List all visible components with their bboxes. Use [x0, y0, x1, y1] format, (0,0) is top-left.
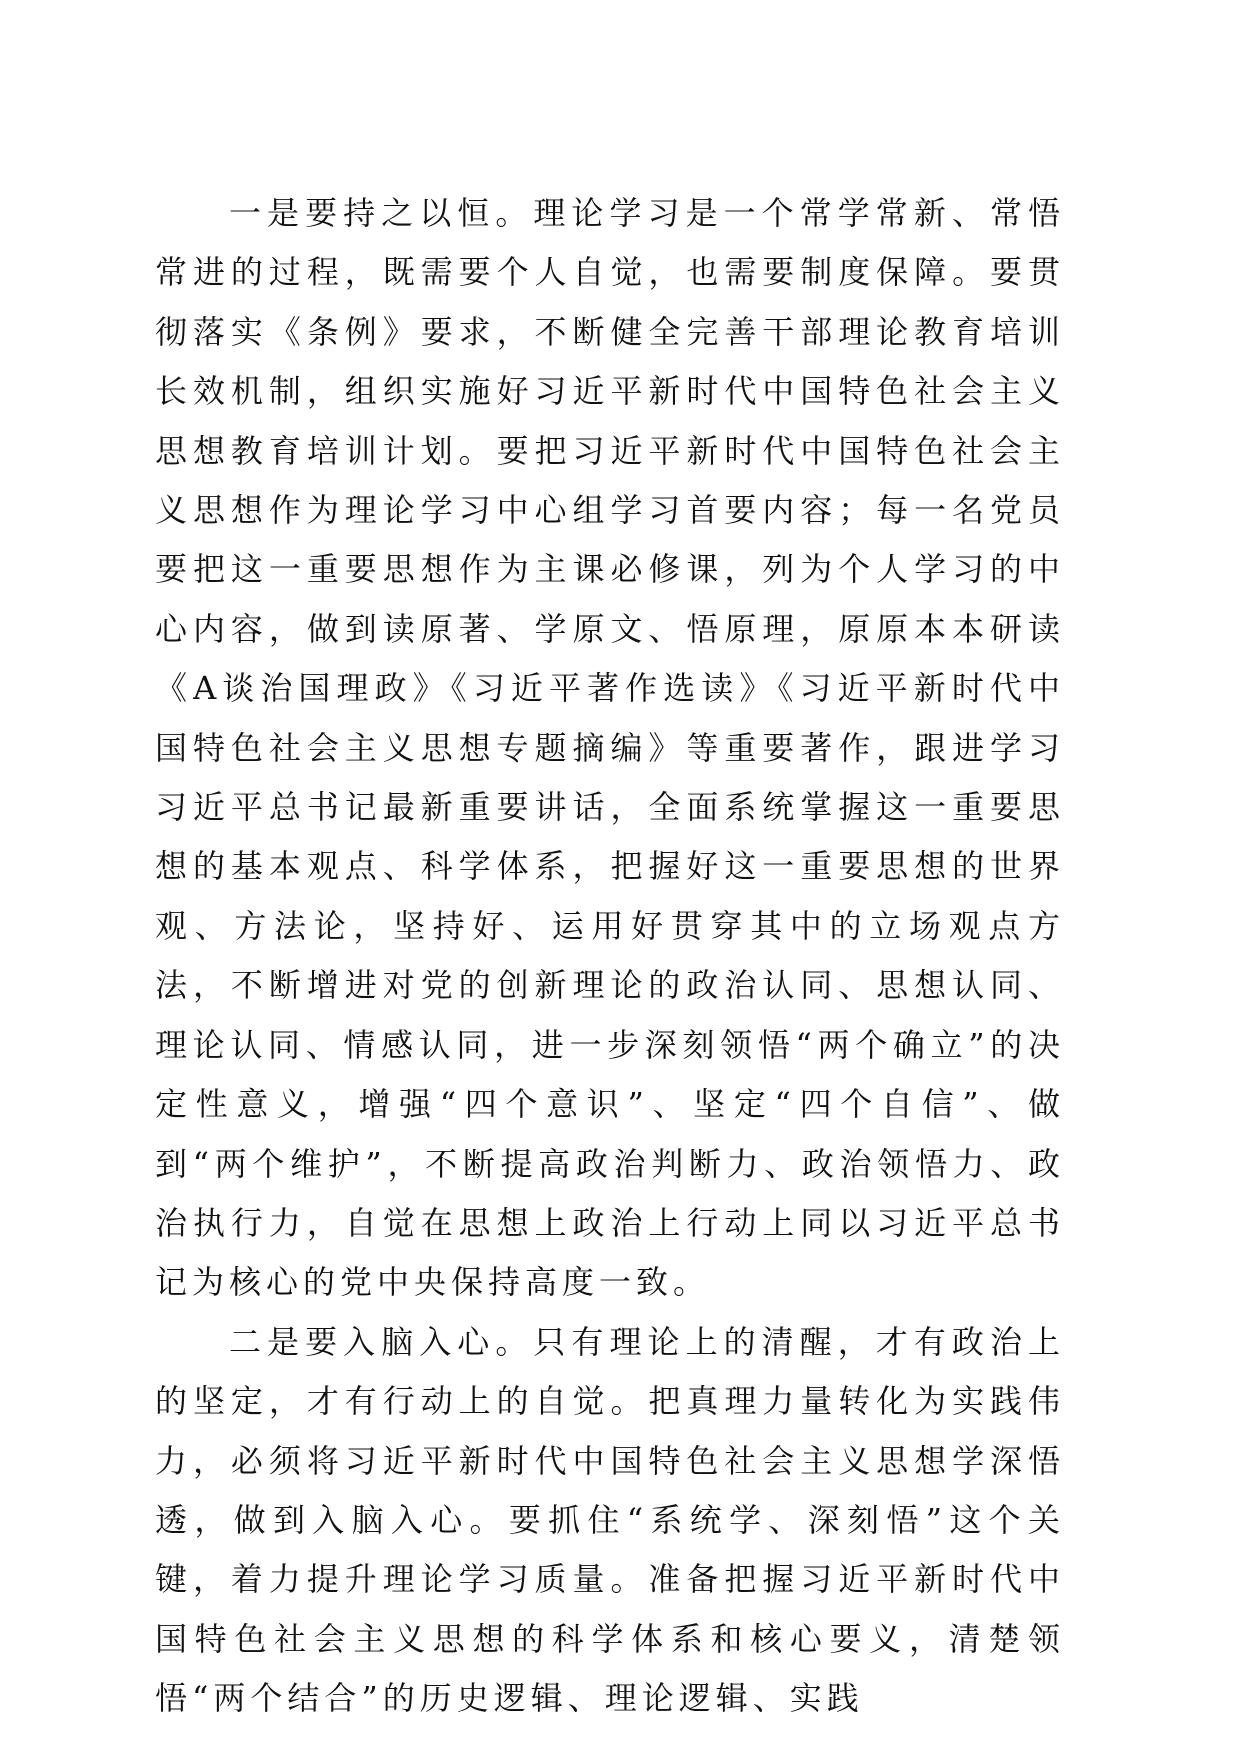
paragraph-internalize: 二是要入脑入心。只有理论上的清醒，才有政治上的坚定，才有行动上的自觉。把真理力量转化为实践伟力，必须将习近平新时代中国特色社会主义思想学深悟透，做到入脑入心。要抓住“系统学、深刻悟”这个关键，着力提升理论学习质量。准备把握习近平新时代中国特色社会主义思想的科学体系和核心要义，清楚领悟“两个结合”的历史逻辑、理论逻辑、实践: [155, 1322, 1065, 1718]
paragraph-persistence: 一是要持之以恒。理论学习是一个常学常新、常悟常进的过程，既需要个人自觉，也需要制度保障。要贯彻落实《条例》要求，不断健全完善干部理论教育培训长效机制，组织实施好习近平新时代中国特色社会主义思想教育培训计划。要把习近平新时代中国特色社会主义思想作为理论学习中心组学习首要内容；每一名党员要把这一重要思想作为主课必修课，列为个人学习的中心内容，做到读原著、学原文、悟原理，原原本本研读《A谈治国理政》《习近平著作选读》《习近平新时代中国特色社会主义思想专题摘编》等重要著作，跟进学习习近平总书记最新重要讲话，全面系统掌握这一重要思想的基本观点、科学体系，把握好这一重要思想的世界观、方法论，坚持好、运用好贯穿其中的立场观点方法，不断增进对党的创新理论的政治认同、思想认同、理论认同、情感认同，进一步深刻领悟“两个确立”的决定性意义，增强“四个意识”、坚定“四个自信”、做到“两个维护”，不断提高政治判断力、政治领悟力、政治执行力，自觉在思想上政治上行动上同以习近平总书记为核心的党中央保持高度一致。: [155, 194, 1065, 1302]
document-body: [155, 184, 1065, 1729]
